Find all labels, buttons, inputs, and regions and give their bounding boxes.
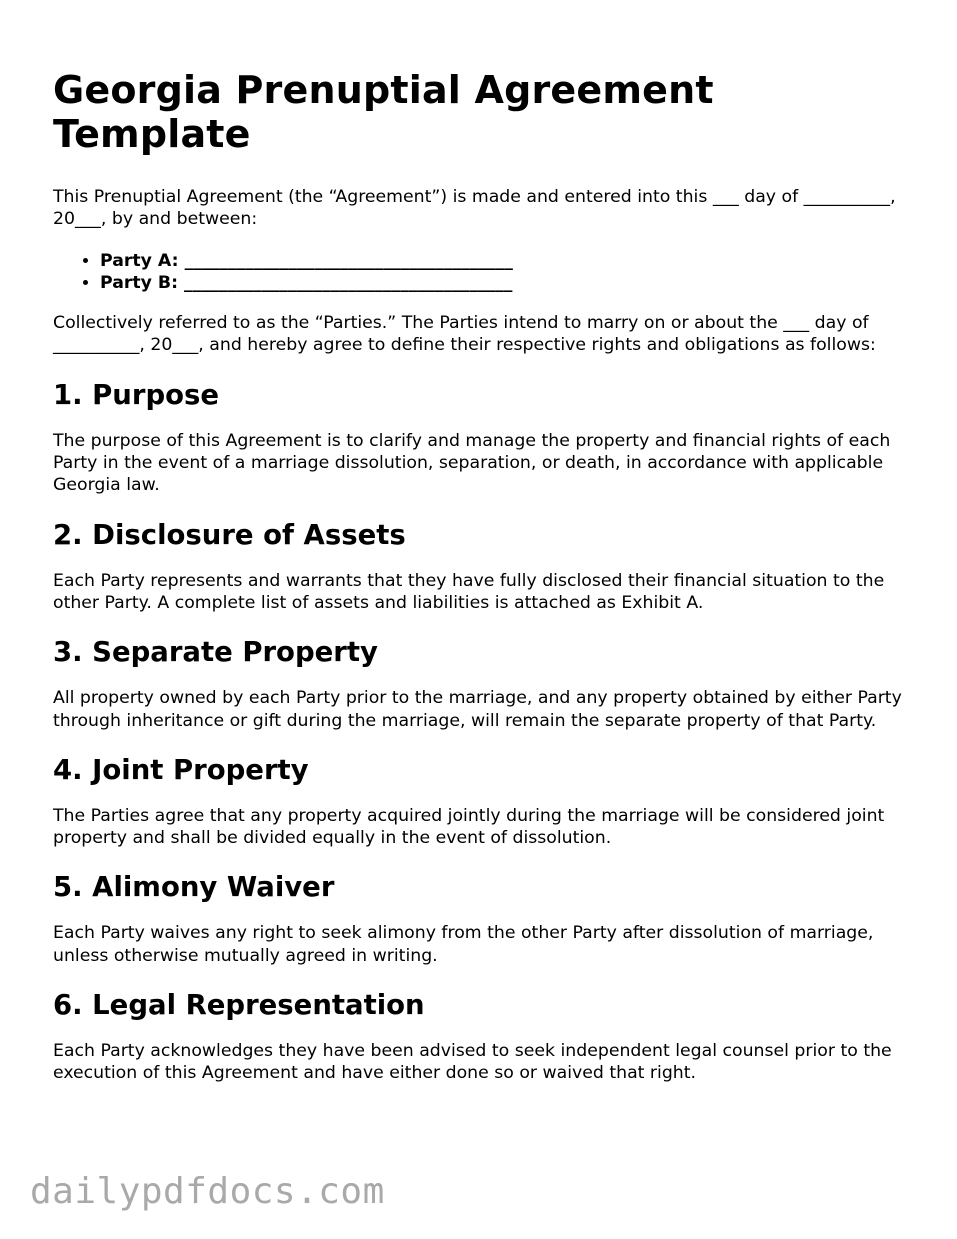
section-body: The Parties agree that any property acquired jointly during the marriage will be considered joint property and shall be divided equally in the event of dissolution. (53, 805, 885, 849)
section-heading: 5. Alimony Waiver (53, 871, 335, 904)
party-b-label: Party B: (100, 272, 179, 293)
party-a-blank: ______________________________________ (184, 250, 513, 271)
party-a-label: Party A: (100, 250, 179, 271)
section-body: Each Party waives any right to seek alimony from the other Party after dissolution of marriage, unless otherwise mutually agreed in writing. (53, 923, 874, 966)
section-body: All property owned by each Party prior to the marriage, and any property obtained by either Party through inheritance or gift during the marriage, will remain the separate property of that Party. (53, 688, 902, 731)
section-disclosure-of-assets (53, 519, 913, 615)
section-purpose (53, 379, 913, 497)
section-heading: 4. Joint Property (53, 753, 309, 786)
section-heading: 6. Legal Representation (53, 989, 425, 1022)
party-b-blank: ______________________________________ (184, 272, 513, 293)
party-list (53, 250, 913, 295)
intro-paragraph: This Prenuptial Agreement (the “Agreement”) is made and entered into this ___ day of __________, 20___, by and between: (53, 187, 896, 230)
section-heading: 3. Separate Property (53, 636, 378, 669)
site-watermark: dailypdfdocs.com (30, 1171, 385, 1212)
collective-paragraph: Collectively referred to as the “Parties.” The Parties intend to marry on or about the ___ day of __________, 20___, and hereby agree to define their respective rights and obligations as follows: (53, 313, 876, 356)
section-joint-property (53, 754, 913, 850)
section-body: Each Party acknowledges they have been advised to seek independent legal counsel prior to the execution of this Agreement and have either done so or waived that right. (53, 1041, 892, 1084)
section-legal-representation (53, 989, 913, 1085)
section-alimony-waiver (53, 871, 913, 967)
section-body: Each Party represents and warrants that they have fully disclosed their financial situation to the other Party. A complete list of assets and liabilities is attached as Exhibit A. (53, 570, 885, 613)
document-title: Georgia Prenuptial Agreement Template (53, 68, 714, 156)
section-body: The purpose of this Agreement is to clarify and manage the property and financial rights of each Party in the event of a marriage dissolution, separation, or death, in accordance with applicable Georgia law. (53, 430, 891, 496)
section-heading: 1. Purpose (53, 378, 220, 411)
document-page (53, 0, 913, 1085)
party-a-item (100, 250, 913, 272)
party-b-item (100, 272, 913, 294)
section-separate-property (53, 636, 913, 732)
section-heading: 2. Disclosure of Assets (53, 518, 406, 551)
